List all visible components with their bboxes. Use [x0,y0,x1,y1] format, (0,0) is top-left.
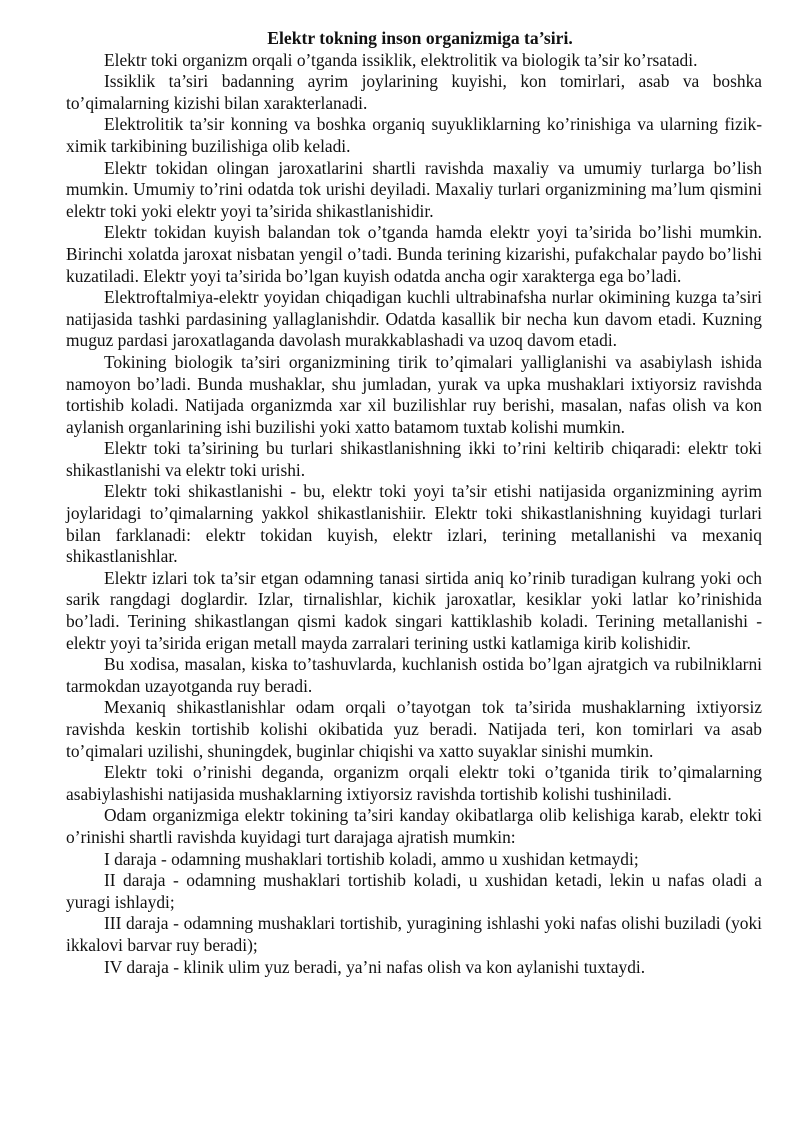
list-item-degree-1: I daraja - odamning mushaklari tortishib koladi, ammo u xushidan ketmaydi; [104,848,639,869]
paragraph-electric-marks: Elektr izlari tok ta’sir etgan odamning tanasi sirtida aniq ko’rinib turadigan kulrang yoki och sarik rangdagi doglardir. Izlar, tirnalishlar, kichik jaroxatlar, kesiklar yoki latlar ko’rinishida bo’ladi. Terining shikastlangan qismi kadok singari kattiklashib koladi. Terining metallanishi - elektr yoyi ta’sirida erigan metall mayda zarralari terining ustki katlamiga kirib kolishidir. [66,567,762,653]
paragraph-four-degrees: Odam organizmiga elektr tokining ta’siri kanday okibatlarga olib kelishiga karab, elektr toki o’rinishi shartli ravishda kuyidagi turt darajaga ajratish mumkin: [66,805,762,847]
paragraph-biological-effect: Tokining biologik ta’siri organizmining tirik to’qimalari yalliglanishi va asabiylash ishida namoyon bo’ladi. Bunda mushaklar, shu jumladan, yurak va upka mushaklari ixtiyorsiz ravishda tortishib koladi. Natijada organizmda xar xil buzilishlar ruy berishi, masalan, nafas olish va kon aylanish organlarining ishi buzilishi yoki xatto batamom tuxtab kolishi mumkin. [66,351,762,437]
list-item-degree-3: III daraja - odamning mushaklari tortishib, yuragining ishlashi yoki nafas olishi buziladi (yoki ikkalovi barvar ruy beradi); [66,913,762,955]
paragraph-electrical-injury: Elektr toki shikastlanishi - bu, elektr toki yoyi ta’sir etishi natijasida organizmining ayrim joylaridagi to’qimalarning yakkol shikastlanishiir. Elektr toki shikastlanishning kuyidagi turlari bilan farklanadi: elektr tokidan kuyish, elektr izlari, terining metallanishi va mexaniq shikastlanishlar. [66,481,762,567]
paragraph-intro: Elektr toki organizm orqali o’tganda issiklik, elektrolitik va biologik ta’sir ko’rsatadi. [104,49,698,70]
paragraph-thermal-effect: Issiklik ta’siri badanning ayrim joylarining kuyishi, kon tomirlari, asab va boshka to’qimalarning kizishi bilan xarakterlanadi. [66,71,762,113]
list-item-degree-2: II daraja - odamning mushaklari tortishib koladi, u xushidan ketadi, lekin u nafas oladi a yuragi ishlaydi; [66,870,762,912]
paragraph-electroophthalmia: Elektroftalmiya-elektr yoyidan chiqadigan kuchli ultrabinafsha nurlar okimining kuzga ta’siri natijasida tashki pardasining yallaglanishdir. Odatda kasallik bir necha kun davom etadi. Kuzning muguz pardasi jaroxatlaganda davolash murakkablashadi va uzoq davom etadi. [66,287,762,351]
paragraph-electric-shock: Elektr toki o’rinishi deganda, organizm orqali elektr toki o’tganida tirik to’qimalarning asabiylashishi natijasida mushaklarning ixtiyorsiz ravishda tortishib kolishi tushiniladi. [66,762,762,804]
paragraph-mechanical-injury: Mexaniq shikastlanishlar odam orqali o’tayotgan tok ta’sirida mushaklarning ixtiyorsiz ravishda keskin tortishib kolishi okibatida yuz beradi. Natijada teri, kon tomirlari va asab to’qimalari uzilishi, shuningdek, buginlar chiqishi va xatto suyaklar sinishi mumkin. [66,697,762,761]
paragraph-two-kinds: Elektr toki ta’sirining bu turlari shikastlanishning ikki to’rini keltirib chiqaradi: elektr toki shikastlanishi va elektr toki urishi. [66,438,762,480]
list-item-degree-4: IV daraja - klinik ulim yuz beradi, ya’ni nafas olish va kon aylanishi tuxtaydi. [104,956,646,977]
paragraph-electrolytic-effect: Elektrolitik ta’sir konning va boshka organiq suyukliklarning ko’rinishiga va ularning fizik-ximik tarkibining buzilishiga olib keladi. [66,114,762,156]
paragraph-short-circuit: Bu xodisa, masalan, kiska to’tashuvlarda, kuchlanish ostida bo’lgan ajratgich va rubilniklarni tarmokdan uzayotganda ruy beradi. [66,654,762,696]
paragraph-injury-types: Elektr tokidan olingan jaroxatlarini shartli ravishda maxaliy va umumiy turlarga bo’lish mumkin. Umumiy to’rini odatda tok urishi deyiladi. Maxaliy turlari organizmining ma’lum qismini elektr toki yoki elektr yoyi ta’sirida shikastlanishidir. [66,157,762,221]
document-title: Elektr tokning inson organizmiga ta’siri. [267,28,573,48]
document-page [66,28,762,978]
paragraph-burns: Elektr tokidan kuyish balandan tok o’tganda hamda elektr yoyi ta’sirida bo’lishi mumkin. Birinchi xolatda jaroxat nisbatan yengil o’tadi. Bunda terining kizarishi, pufakchalar paydo bo’lishi kuzatiladi. Elektr yoyi ta’sirida bo’lgan kuyish odatda ancha ogir xarakterga ega bo’ladi. [66,222,762,286]
